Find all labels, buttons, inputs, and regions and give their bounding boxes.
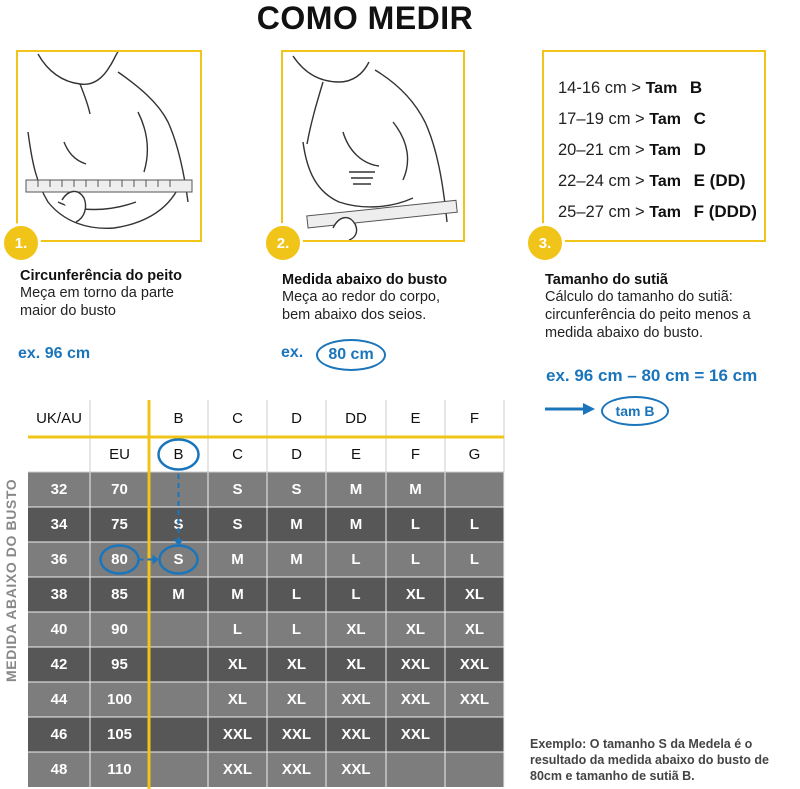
size-cell: M bbox=[267, 542, 326, 577]
note-text: resultado da medida abaixo do busto de bbox=[530, 753, 769, 767]
step-3-badge: 3. bbox=[525, 223, 565, 263]
band-size-cell: 36 bbox=[28, 542, 90, 577]
step-1-example: ex. 96 cm bbox=[18, 345, 91, 362]
band-size-cell: 32 bbox=[28, 472, 90, 507]
size-cell: M bbox=[149, 577, 208, 612]
size-cell: XL bbox=[386, 577, 445, 612]
band-size-cell: 40 bbox=[28, 612, 90, 647]
band-size-cell: 80 bbox=[90, 542, 149, 577]
size-cell: L bbox=[267, 612, 326, 647]
uk-header-cell bbox=[90, 400, 149, 437]
eu-header-cell bbox=[28, 437, 90, 472]
arrow-right-icon bbox=[545, 400, 597, 418]
eu-header-cell: G bbox=[468, 446, 481, 463]
band-size-cell: 95 bbox=[90, 647, 149, 682]
band-size-cell: 75 bbox=[90, 507, 149, 542]
size-cell: XXL bbox=[326, 717, 386, 752]
band-size-cell: 90 bbox=[90, 612, 149, 647]
size-cell: M bbox=[326, 507, 386, 542]
uk-header-cell: E bbox=[410, 410, 421, 427]
uk-header-cell: D bbox=[291, 410, 302, 427]
size-cell: XL bbox=[445, 577, 504, 612]
size-cell: XL bbox=[267, 682, 326, 717]
size-cell: L bbox=[208, 612, 267, 647]
size-cell bbox=[149, 647, 208, 682]
size-cell: S bbox=[208, 472, 267, 507]
size-cell: L bbox=[326, 542, 386, 577]
size-cell: XL bbox=[267, 647, 326, 682]
band-size-cell: 110 bbox=[90, 752, 149, 787]
step-3-example: ex. 96 cm – 80 cm = 16 cm bbox=[546, 366, 758, 385]
band-size-cell: 34 bbox=[28, 507, 90, 542]
result-size-badge: tam B bbox=[601, 396, 669, 426]
size-row: 25–27 cm > Tam F (DDD) bbox=[558, 202, 757, 221]
band-size-cell: 100 bbox=[90, 682, 149, 717]
uk-header-cell: DD bbox=[345, 410, 367, 427]
uk-header-cell: C bbox=[232, 410, 243, 427]
step-3-desc: circunferência do peito menos a bbox=[545, 307, 751, 323]
size-cell: XXL bbox=[267, 717, 326, 752]
size-cell: L bbox=[267, 577, 326, 612]
step-2-title: Medida abaixo do busto bbox=[282, 272, 448, 288]
size-cell: XXL bbox=[267, 752, 326, 787]
size-cell: XXL bbox=[326, 752, 386, 787]
band-size-cell: 42 bbox=[28, 647, 90, 682]
size-cell bbox=[445, 752, 504, 787]
eu-header-cell: E bbox=[350, 446, 361, 463]
eu-header-cell: D bbox=[291, 446, 302, 463]
uk-header-cell: B bbox=[173, 410, 184, 427]
step-2-desc: bem abaixo dos seios. bbox=[282, 307, 427, 323]
uk-header-cell: F bbox=[469, 410, 480, 427]
eu-header-cell: F bbox=[410, 446, 421, 463]
vertical-axis-label: MEDIDA ABAIXO DO BUSTO bbox=[3, 478, 19, 682]
size-cell: XXL bbox=[445, 682, 504, 717]
size-cell: XL bbox=[208, 647, 267, 682]
band-size-cell: 38 bbox=[28, 577, 90, 612]
size-cell: XXL bbox=[326, 682, 386, 717]
step-2-text bbox=[282, 272, 447, 324]
size-cell: L bbox=[326, 577, 386, 612]
size-cell: XL bbox=[326, 612, 386, 647]
size-row: 17–19 cm > Tam C bbox=[558, 109, 706, 128]
page-title: COMO MEDIR bbox=[256, 0, 474, 36]
step-3-title: Tamanho do sutiã bbox=[545, 272, 668, 288]
size-cell: XXL bbox=[386, 717, 445, 752]
size-row: 20–21 cm > Tam D bbox=[558, 140, 706, 159]
size-cell: XXL bbox=[386, 682, 445, 717]
band-size-cell: 85 bbox=[90, 577, 149, 612]
size-cell bbox=[386, 752, 445, 787]
step-3-text bbox=[545, 272, 751, 342]
size-row: 22–24 cm > Tam E (DD) bbox=[558, 171, 746, 190]
step-1-desc: maior do busto bbox=[20, 303, 116, 319]
step-3-desc: Cálculo do tamanho do sutiã: bbox=[545, 289, 733, 305]
step-3-desc: medida abaixo do busto. bbox=[545, 325, 703, 341]
size-cell: XL bbox=[386, 612, 445, 647]
step-2-desc: Meça ao redor do corpo, bbox=[282, 289, 440, 305]
step-1-badge: 1. bbox=[1, 223, 41, 263]
eu-header-cell: EU bbox=[109, 446, 130, 463]
band-size-cell: 44 bbox=[28, 682, 90, 717]
size-row: 14-16 cm > Tam B bbox=[558, 78, 703, 97]
note-text: 80cm e tamanho de sutiã B. bbox=[530, 769, 695, 783]
step-1-title: Circunferência do peito bbox=[20, 268, 182, 284]
step-2-badge: 2. bbox=[263, 223, 303, 263]
underbust-measure-illustration bbox=[281, 50, 465, 242]
size-cell: S bbox=[267, 472, 326, 507]
size-cell: L bbox=[386, 507, 445, 542]
eu-header-cell: C bbox=[232, 446, 243, 463]
step-2-example-prefix: ex. bbox=[281, 344, 304, 361]
size-cell bbox=[149, 612, 208, 647]
size-cell bbox=[149, 682, 208, 717]
size-cell bbox=[445, 717, 504, 752]
size-cell: XL bbox=[208, 682, 267, 717]
chest-measure-illustration bbox=[16, 50, 202, 242]
size-cell: XXL bbox=[208, 752, 267, 787]
size-cell bbox=[149, 752, 208, 787]
note-label: Exemplo: bbox=[530, 737, 587, 751]
step-1-desc: Meça em torno da parte bbox=[20, 285, 174, 301]
step-2-example-value: 80 cm bbox=[316, 339, 386, 371]
eu-header-cell: B bbox=[173, 446, 184, 463]
band-size-cell: 105 bbox=[90, 717, 149, 752]
cup-size-box bbox=[542, 50, 766, 242]
size-cell: M bbox=[326, 472, 386, 507]
size-cell bbox=[149, 472, 208, 507]
size-cell: S bbox=[149, 507, 208, 542]
size-cell: L bbox=[445, 542, 504, 577]
size-cell: M bbox=[208, 577, 267, 612]
size-cell bbox=[445, 472, 504, 507]
size-cell: M bbox=[386, 472, 445, 507]
note-text: O tamanho S da Medela é o bbox=[589, 737, 753, 751]
size-cell bbox=[149, 717, 208, 752]
size-cell: M bbox=[208, 542, 267, 577]
size-cell: XXL bbox=[445, 647, 504, 682]
band-size-cell: 48 bbox=[28, 752, 90, 787]
size-cell: L bbox=[445, 507, 504, 542]
size-cell: S bbox=[149, 542, 208, 577]
band-size-cell: 70 bbox=[90, 472, 149, 507]
size-cell: XL bbox=[445, 612, 504, 647]
size-cell: XL bbox=[326, 647, 386, 682]
size-cell: S bbox=[208, 507, 267, 542]
size-cell: L bbox=[386, 542, 445, 577]
uk-header-cell: UK/AU bbox=[36, 410, 82, 427]
band-size-cell: 46 bbox=[28, 717, 90, 752]
step-1-text bbox=[20, 268, 182, 320]
size-cell: M bbox=[267, 507, 326, 542]
size-cell: XXL bbox=[386, 647, 445, 682]
example-note bbox=[530, 736, 769, 784]
size-cell: XXL bbox=[208, 717, 267, 752]
